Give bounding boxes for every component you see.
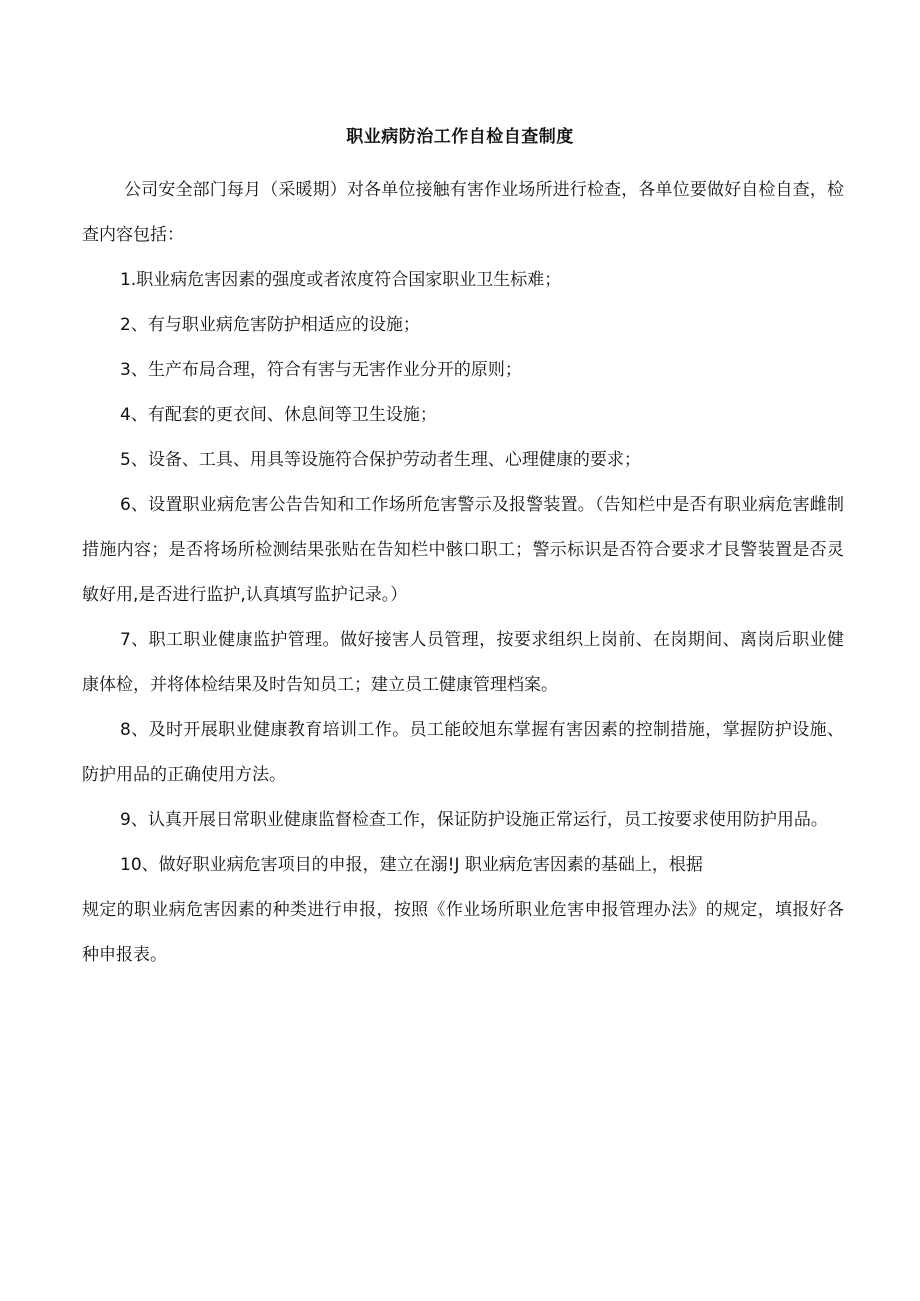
item-6: 6、设置职业病危害公告告知和工作场所危害警示及报警装置。（告知栏中是否有职业病危害雌制措施内容；是否将场所检测结果张贴在告知栏中骸口职工；警示标识是否符合要求才艮警装置是否灵敏好用,是否进行监护,认真填写监护记录。） — [82, 495, 844, 605]
document-body — [82, 168, 844, 978]
intro-paragraph: 公司安全部门每月（采暖期）对各单位接触有害作业场所进行检查，各单位要做好自检自查，检查内容包括： — [82, 180, 844, 245]
item-9: 9、认真开展日常职业健康监督检查工作，保证防护设施正常运行，员工按要求使用防护用品。 — [120, 810, 828, 830]
item-3: 3、生产布局合理，符合有害与无害作业分开的原则； — [120, 360, 522, 380]
item-8: 8、及时开展职业健康教育培训工作。员工能皎旭东掌握有害因素的控制措施，掌握防护设施、防护用品的正确使用方法。 — [82, 720, 844, 785]
item-4: 4、有配套的更衣间、休息间等卫生设施； — [120, 405, 437, 425]
item-1: 1.职业病危害因素的强度或者浓度符合国家职业卫生标难； — [120, 270, 562, 290]
item-2: 2、有与职业病危害防护相适应的设施； — [120, 315, 420, 335]
document-title: 职业病防治工作自检自查制度 — [346, 127, 574, 147]
item-10-continuation: 规定的职业病危害因素的种类进行申报，按照《作业场所职业危害申报管理办法》的规定，填报好各种申报表。 — [82, 900, 844, 965]
item-7: 7、职工职业健康监护管理。做好接害人员管理，按要求组织上岗前、在岗期间、离岗后职业健康体检，并将体检结果及时告知员工；建立员工健康管理档案。 — [82, 630, 844, 695]
item-10-first-line: 10、做好职业病危害项目的申报，建立在溺!J 职业病危害因素的基础上，根据 — [120, 855, 703, 875]
item-5: 5、设备、工具、用具等设施符合保护劳动者生理、心理健康的要求； — [120, 450, 641, 470]
